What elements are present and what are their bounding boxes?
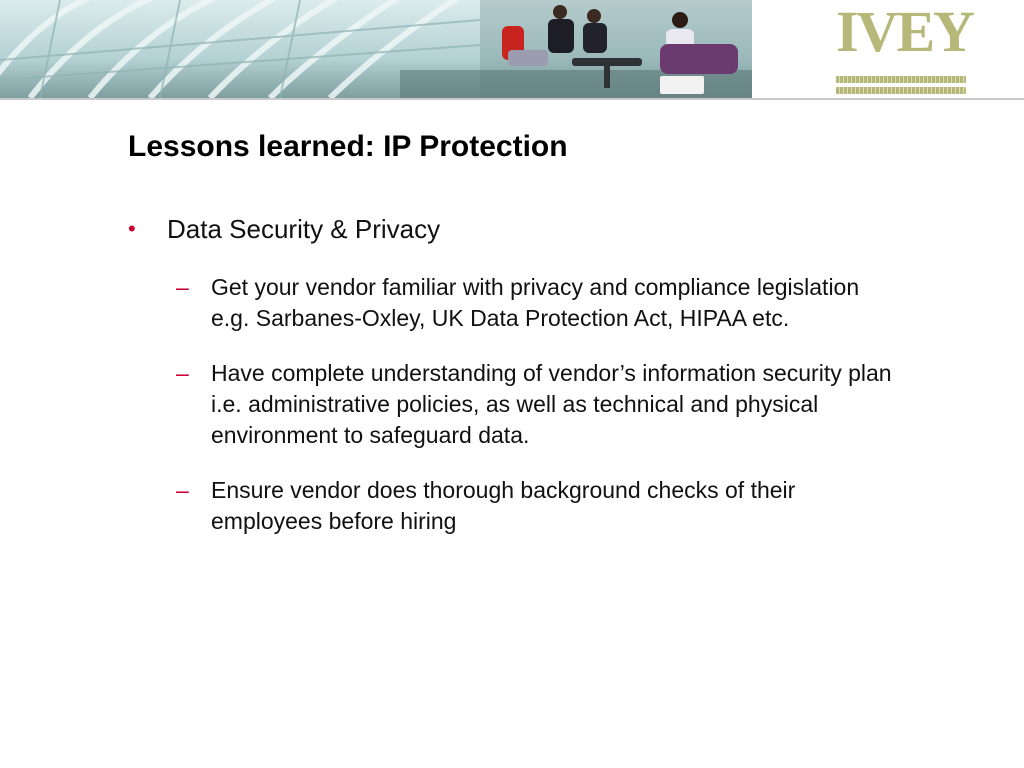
sub-bullet-text: Have complete understanding of vendor’s information security plan i.e. administrative policies, as well as technical and physical environment to safeguard data. <box>211 360 892 448</box>
sub-bullet-marker: – <box>176 477 189 503</box>
sub-bullet-marker: – <box>176 360 189 386</box>
sub-bullet-item <box>176 358 896 451</box>
logo-area <box>752 0 1024 98</box>
header-photo <box>0 0 752 98</box>
logo-subtitle-line-2 <box>836 87 966 94</box>
bullet-text: Data Security & Privacy <box>167 214 441 244</box>
sub-bullet-item <box>176 475 896 537</box>
slide-title: Lessons learned: IP Protection <box>128 130 568 163</box>
sub-bullet-list <box>176 272 896 561</box>
bullet-marker: • <box>128 216 136 241</box>
sub-bullet-item <box>176 272 896 334</box>
ivey-logo <box>836 0 973 64</box>
business-meeting-photo-image <box>0 0 752 98</box>
logo-text: IVEY <box>836 0 974 64</box>
header-banner <box>0 0 1024 98</box>
header-divider <box>0 98 1024 100</box>
logo-subtitle-line-1 <box>836 76 966 83</box>
sub-bullet-text: Ensure vendor does thorough background checks of their employees before hiring <box>211 477 796 534</box>
sub-bullet-marker: – <box>176 274 189 300</box>
sub-bullet-text: Get your vendor familiar with privacy and compliance legislation e.g. Sarbanes-Oxley, UK Data Protection Act, HIPAA etc. <box>211 274 860 331</box>
